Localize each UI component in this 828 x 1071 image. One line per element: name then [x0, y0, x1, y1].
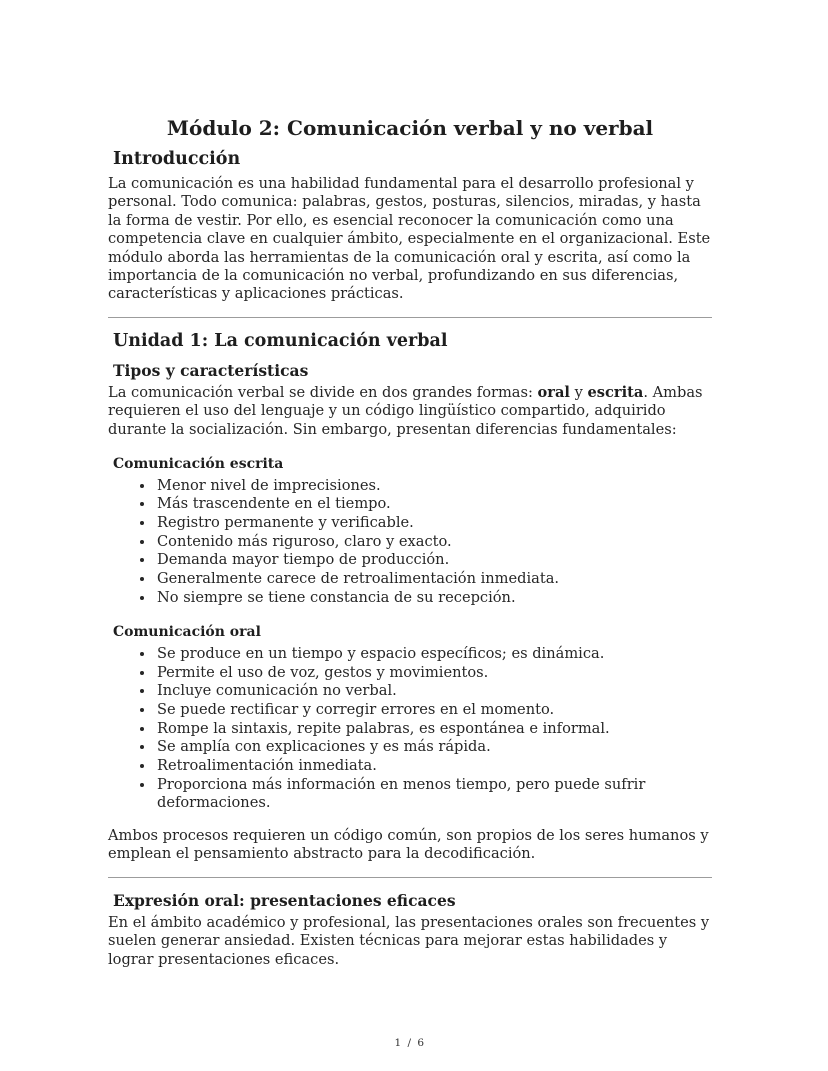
list-item: • Permite el uso de voz, gestos y movimientos. — [155, 664, 712, 683]
list-item: • Se puede rectificar y corregir errores en el momento. — [155, 701, 712, 720]
section-divider — [108, 317, 712, 318]
bold-term-escrita: escrita — [587, 384, 644, 401]
list-item: • Más trascendente en el tiempo. — [155, 495, 712, 514]
list-item: • Incluye comunicación no verbal. — [155, 682, 712, 701]
list-item: • Se amplía con explicaciones y es más rápida. — [155, 738, 712, 757]
tipos-closing-paragraph: Ambos procesos requieren un código común, son propios de los seres humanos y emplean el pensamiento abstracto para la decodificación. — [108, 826, 709, 863]
list-item: • Retroalimentación inmediata. — [155, 757, 712, 776]
bullet-list-comunicacion-escrita — [108, 477, 712, 608]
document-content — [108, 110, 712, 979]
page-title: Módulo 2: Comunicación verbal y no verbal — [166, 116, 654, 140]
list-item: • Proporciona más información en menos tiempo, pero puede sufrir deformaciones. — [155, 776, 712, 813]
tipos-paragraph — [108, 384, 712, 439]
list-item: • No siempre se tiene constancia de su recepción. — [155, 589, 712, 608]
subsection-heading-tipos: Tipos y características — [113, 360, 309, 380]
tipos-paragraph-suffix: . Ambas requieren el uso del lenguaje y un código lingüístico compartido, adquirido durante la socialización. Sin embargo, presentan diferencias fundamentales: — [108, 384, 703, 438]
bold-term-oral: oral — [537, 384, 570, 401]
section-heading-introduccion: Introducción — [113, 149, 241, 169]
list-item: • Menor nivel de imprecisiones. — [155, 477, 712, 496]
list-item: • Contenido más riguroso, claro y exacto. — [155, 533, 712, 552]
subsection-heading-comunicacion-escrita: Comunicación escrita — [113, 456, 284, 473]
list-item: • Rompe la sintaxis, repite palabras, es espontánea e informal. — [155, 720, 712, 739]
list-item: • Se produce en un tiempo y espacio específicos; es dinámica. — [155, 645, 712, 664]
list-item: • Generalmente carece de retroalimentación inmediata. — [155, 570, 712, 589]
tipos-paragraph-prefix: La comunicación verbal se divide en dos grandes formas: — [108, 384, 538, 401]
list-item: • Demanda mayor tiempo de producción. — [155, 551, 712, 570]
tipos-paragraph-middle: y — [569, 384, 588, 401]
intro-paragraph: La comunicación es una habilidad fundamental para el desarrollo profesional y personal. Todo comunica: palabras, gestos, posturas, silencios, miradas, y hasta la forma de vestir. Por ello, es esencial reconocer la comunicación como una competencia clave en cualquier ámbito, especialmente en el organizacional. Este módulo aborda las herramientas de la comunicación oral y escrita, así como la importancia de la comunicación no verbal, profundizando en sus diferencias, características y aplicaciones prácticas. — [108, 175, 711, 303]
section-heading-unidad1: Unidad 1: La comunicación verbal — [113, 330, 448, 351]
subsection-heading-expresion-oral: Expresión oral: presentaciones eficaces — [113, 890, 456, 910]
page-number-indicator: 1 / 6 — [394, 1037, 426, 1049]
expresion-paragraph: En el ámbito académico y profesional, las presentaciones orales son frecuentes y suelen generar ansiedad. Existen técnicas para mejorar estas habilidades y lograr presentaciones eficaces. — [108, 914, 710, 968]
bullet-list-comunicacion-oral — [108, 645, 712, 813]
subsection-heading-comunicacion-oral: Comunicación oral — [113, 624, 261, 641]
section-divider — [108, 877, 712, 878]
list-item: • Registro permanente y verificable. — [155, 514, 712, 533]
